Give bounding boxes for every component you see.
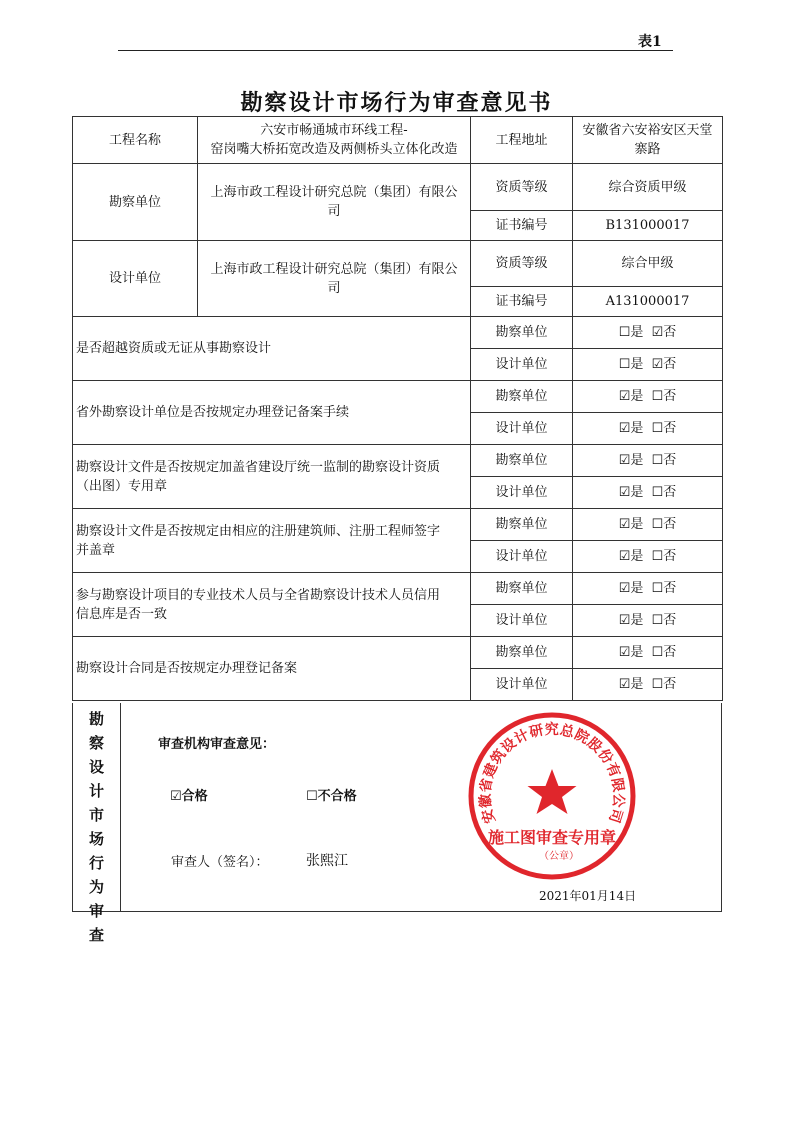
review-form-table: [72, 116, 723, 701]
check-question-line2: （出图）专用章: [76, 478, 168, 494]
check-answer: [573, 605, 723, 637]
yes-checkbox[interactable]: ☑: [618, 389, 631, 404]
side-char: 审: [88, 902, 104, 920]
no-label: 否: [663, 613, 677, 628]
no-checkbox[interactable]: ☐: [651, 485, 664, 500]
survey-qual-value: 综合资质甲级: [573, 164, 723, 211]
yes-checkbox[interactable]: ☑: [618, 485, 631, 500]
design-cert-value: A131000017: [573, 287, 723, 317]
check-answer: [573, 573, 723, 605]
no-label: 否: [663, 677, 677, 692]
no-checkbox[interactable]: ☐: [651, 581, 664, 596]
check-unit-label: 设计单位: [471, 605, 573, 637]
side-char: 察: [88, 734, 104, 752]
side-char: 设: [88, 758, 104, 776]
check-question-line1: 勘察设计文件是否按规定由相应的注册建筑师、注册工程师签字: [76, 523, 441, 539]
fail-checkbox[interactable]: ☐: [306, 789, 318, 804]
official-seal: [467, 711, 637, 881]
no-label: 否: [663, 645, 677, 660]
survey-unit-name-line2: 司: [327, 204, 341, 219]
check-answer: [573, 317, 723, 349]
side-char: 场: [88, 830, 104, 848]
no-checkbox[interactable]: ☐: [651, 453, 664, 468]
no-checkbox[interactable]: ☐: [651, 645, 664, 660]
yes-label: 是: [630, 517, 644, 532]
no-checkbox[interactable]: ☐: [651, 389, 664, 404]
side-char: 计: [88, 782, 104, 800]
check-unit-label: 勘察单位: [471, 509, 573, 541]
yes-checkbox[interactable]: ☑: [618, 677, 631, 692]
check-answer: [573, 637, 723, 669]
yes-checkbox[interactable]: ☑: [618, 453, 631, 468]
check-answer: [573, 477, 723, 509]
check-question-line1: 勘察设计文件是否按规定加盖省建设厅统一监制的勘察设计资质: [76, 459, 441, 475]
check-question-line2: 信息库是否一致: [76, 606, 168, 622]
check-answer: [573, 381, 723, 413]
project-row: [73, 117, 723, 164]
project-name-value: [198, 117, 471, 164]
no-label: 否: [663, 517, 677, 532]
yes-checkbox[interactable]: ☑: [618, 581, 631, 596]
check-unit-label: 设计单位: [471, 349, 573, 381]
review-side-chars: [73, 707, 120, 947]
seal-ring-textpath: 安徽省建筑设计研究总院股份有限公司: [477, 721, 627, 826]
yes-checkbox[interactable]: ☑: [618, 549, 631, 564]
side-char: 查: [88, 926, 104, 944]
design-cert-label: 证书编号: [471, 287, 573, 317]
yes-checkbox[interactable]: ☑: [618, 517, 631, 532]
no-checkbox[interactable]: ☐: [651, 613, 664, 628]
yes-label: 是: [630, 677, 644, 692]
check-question-line2: 并盖章: [76, 542, 116, 558]
check-unit-label: 勘察单位: [471, 445, 573, 477]
yes-label: 是: [630, 357, 644, 372]
survey-qual-label: 资质等级: [471, 164, 573, 211]
check-row: [73, 573, 723, 605]
survey-unit-label: 勘察单位: [73, 164, 198, 241]
design-qual-label: 资质等级: [471, 241, 573, 287]
project-name-line2: 窑岗嘴大桥拓宽改造及两侧桥头立体化改造: [210, 142, 458, 157]
header-rule: [118, 50, 673, 51]
no-checkbox[interactable]: ☑: [651, 357, 664, 372]
no-checkbox[interactable]: ☐: [651, 421, 664, 436]
check-answer: [573, 349, 723, 381]
no-label: 否: [663, 357, 677, 372]
check-answer: [573, 509, 723, 541]
pass-option[interactable]: [170, 785, 208, 804]
check-question: 省外勘察设计单位是否按规定办理登记备案手续: [73, 381, 471, 445]
check-question: [73, 509, 471, 573]
check-question: 勘察设计合同是否按规定办理登记备案: [73, 637, 471, 701]
yes-checkbox[interactable]: ☑: [618, 613, 631, 628]
yes-checkbox[interactable]: ☑: [618, 421, 631, 436]
check-answer: [573, 445, 723, 477]
yes-checkbox[interactable]: ☑: [618, 645, 631, 660]
survey-cert-label: 证书编号: [471, 211, 573, 241]
side-char: 为: [88, 878, 104, 896]
check-unit-label: 勘察单位: [471, 637, 573, 669]
yes-label: 是: [630, 581, 644, 596]
review-section: [72, 703, 722, 944]
check-question: [73, 573, 471, 637]
project-name-label: 工程名称: [73, 117, 198, 164]
yes-label: 是: [630, 389, 644, 404]
fail-label: 不合格: [317, 789, 357, 804]
pass-checkbox[interactable]: ☑: [170, 789, 182, 804]
yes-label: 是: [630, 485, 644, 500]
project-name-line1: 六安市畅通城市环线工程-: [260, 123, 408, 138]
yes-label: 是: [630, 421, 644, 436]
yes-label: 是: [630, 453, 644, 468]
no-label: 否: [663, 485, 677, 500]
side-char: 行: [88, 854, 104, 872]
check-question: [73, 445, 471, 509]
check-row: [73, 637, 723, 669]
project-address-line2: 寨路: [634, 142, 661, 157]
check-answer: [573, 669, 723, 701]
survey-unit-row: [73, 164, 723, 211]
table-number: 表1: [638, 34, 662, 50]
side-char: 市: [88, 806, 104, 824]
pass-label: 合格: [181, 789, 208, 804]
no-label: 否: [663, 549, 677, 564]
check-unit-label: 设计单位: [471, 413, 573, 445]
no-checkbox[interactable]: ☑: [651, 325, 664, 340]
design-unit-name-line2: 司: [327, 280, 341, 296]
project-address-value: [573, 117, 723, 164]
no-label: 否: [663, 325, 677, 340]
review-side-label: [73, 703, 121, 944]
seal-star: [528, 769, 577, 814]
no-label: 否: [663, 581, 677, 596]
check-question: 是否超越资质或无证从事勘察设计: [73, 317, 471, 381]
side-char: 勘: [88, 710, 104, 728]
check-row: [73, 509, 723, 541]
no-label: 否: [663, 389, 677, 404]
seal-center-text: 施工图审查专用章: [487, 828, 617, 847]
design-qual-value: 综合甲级: [573, 241, 723, 287]
project-address-label: 工程地址: [471, 117, 573, 164]
check-row: [73, 445, 723, 477]
check-answer: [573, 413, 723, 445]
project-address-line1: 安徽省六安裕安区天堂: [582, 123, 713, 138]
survey-unit-name: [198, 164, 471, 241]
no-label: 否: [663, 421, 677, 436]
seal-sub-text: （公章）: [539, 851, 579, 862]
no-checkbox[interactable]: ☐: [651, 517, 664, 532]
reviewer-signature: 张熙江: [306, 853, 348, 869]
document-title: 勘察设计市场行为审查意见书: [240, 91, 553, 116]
check-unit-label: 设计单位: [471, 541, 573, 573]
yes-label: 是: [630, 645, 644, 660]
design-unit-name: [198, 241, 471, 317]
survey-cert-value: B131000017: [573, 211, 723, 241]
check-unit-label: 勘察单位: [471, 573, 573, 605]
design-unit-name-line1: 上海市政工程设计研究总院（集团）有限公: [210, 261, 458, 277]
check-row: [73, 381, 723, 413]
check-question-line1: 参与勘察设计项目的专业技术人员与全省勘察设计技术人员信用: [76, 587, 441, 603]
review-date: 2021年01月14日: [539, 889, 637, 903]
fail-option[interactable]: [306, 785, 357, 804]
no-label: 否: [663, 453, 677, 468]
check-unit-label: 勘察单位: [471, 317, 573, 349]
check-row: [73, 317, 723, 349]
check-answer: [573, 541, 723, 573]
yes-label: 是: [630, 613, 644, 628]
no-checkbox[interactable]: ☐: [651, 677, 664, 692]
check-unit-label: 设计单位: [471, 477, 573, 509]
no-checkbox[interactable]: ☐: [651, 549, 664, 564]
review-opinion-label: 审查机构审查意见：: [158, 737, 276, 752]
check-unit-label: 设计单位: [471, 669, 573, 701]
yes-label: 是: [630, 325, 644, 340]
yes-checkbox[interactable]: ☐: [618, 357, 631, 372]
reviewer-label: 审查人（签名）：: [171, 855, 269, 870]
check-unit-label: 勘察单位: [471, 381, 573, 413]
survey-unit-name-line1: 上海市政工程设计研究总院（集团）有限公: [210, 185, 458, 200]
yes-label: 是: [630, 549, 644, 564]
yes-checkbox[interactable]: ☐: [618, 325, 631, 340]
design-unit-label: 设计单位: [73, 241, 198, 317]
design-unit-row: [73, 241, 723, 287]
